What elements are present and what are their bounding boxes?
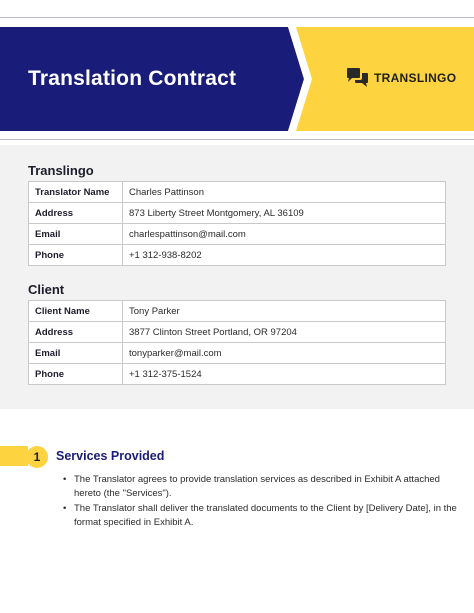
brand-name: TRANSLINGO [374, 71, 457, 85]
translator-table [28, 181, 446, 266]
table-row [29, 322, 446, 343]
services-list [60, 473, 460, 531]
table-row [29, 245, 446, 266]
row-value: +1 312-375-1524 [123, 364, 446, 385]
row-label: Address [29, 203, 123, 224]
row-label: Phone [29, 364, 123, 385]
row-value: +1 312-938-8202 [123, 245, 446, 266]
list-item: • The Translator agrees to provide translation services as described in Exhibit A attached hereto (the "Services"). [60, 473, 460, 501]
client-table [28, 300, 446, 385]
row-label: Address [29, 322, 123, 343]
translator-heading: Translingo [28, 163, 94, 178]
document-title: Translation Contract [28, 67, 237, 90]
row-label: Email [29, 343, 123, 364]
header-divider [0, 139, 474, 140]
row-value: 3877 Clinton Street Portland, OR 97204 [123, 322, 446, 343]
table-row [29, 224, 446, 245]
section-accent-bar [0, 446, 28, 466]
table-row [29, 203, 446, 224]
row-value: charlespattinson@mail.com [123, 224, 446, 245]
brand-logo [346, 66, 456, 90]
client-heading: Client [28, 282, 65, 297]
row-label: Client Name [29, 301, 123, 322]
table-row [29, 182, 446, 203]
table-row [29, 364, 446, 385]
row-label: Email [29, 224, 123, 245]
table-row [29, 301, 446, 322]
chat-bubbles-icon [346, 67, 369, 89]
row-value: 873 Liberty Street Montgomery, AL 36109 [123, 203, 446, 224]
services-heading: Services Provided [56, 449, 165, 463]
row-label: Phone [29, 245, 123, 266]
table-row [29, 343, 446, 364]
section-number-badge: 1 [26, 446, 48, 468]
row-label: Translator Name [29, 182, 123, 203]
list-item: • The Translator shall deliver the translated documents to the Client by [Delivery Date], in the format specified in Exhibit A. [60, 502, 460, 530]
top-divider [0, 17, 474, 18]
row-value: Tony Parker [123, 301, 446, 322]
row-value: Charles Pattinson [123, 182, 446, 203]
row-value: tonyparker@mail.com [123, 343, 446, 364]
